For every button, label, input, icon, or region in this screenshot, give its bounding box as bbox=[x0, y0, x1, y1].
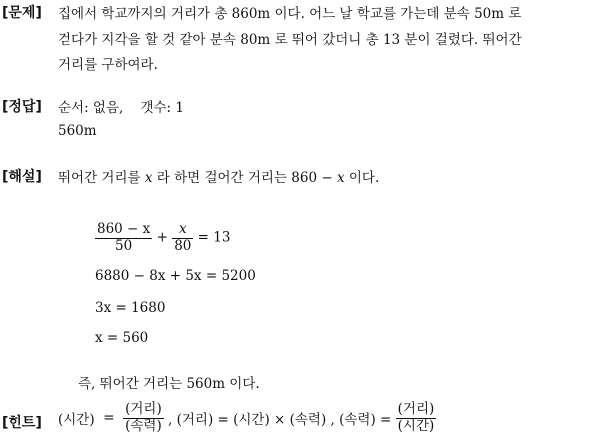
hint-fraction-speed-denominator: (시간) bbox=[397, 417, 435, 434]
fraction-2 bbox=[172, 222, 193, 254]
hint-middle: , (거리) = (시간) × (속력) , (속력) = bbox=[163, 412, 396, 429]
hint-time: (시간) bbox=[58, 412, 95, 429]
fraction-1-denominator: 50 bbox=[115, 237, 133, 254]
answer-line-1: 순서: 없음, 갯수: 1 bbox=[58, 100, 184, 116]
solution-intro-a: 뛰어간 거리를 bbox=[58, 170, 145, 186]
hint-label: [힌트] bbox=[2, 415, 42, 431]
fraction-2-numerator: x bbox=[172, 222, 193, 239]
hint-formula bbox=[58, 402, 436, 434]
problem-line-3: 거리를 구하여라. bbox=[58, 57, 158, 73]
hint-fraction-speed bbox=[396, 402, 437, 434]
plus-sign: + bbox=[152, 229, 173, 246]
variable-x: x bbox=[336, 170, 345, 186]
fraction-2-denominator: 80 bbox=[174, 237, 192, 254]
equation-4: x = 560 bbox=[95, 330, 149, 346]
solution-intro-b: 라 하면 걸어간 거리는 860 − bbox=[152, 170, 337, 186]
hint-fraction-time-numerator: (거리) bbox=[125, 401, 162, 417]
hint-equals: = bbox=[94, 410, 124, 427]
answer-label: [정답] bbox=[2, 99, 42, 115]
equation-1-rhs: = 13 bbox=[193, 229, 231, 246]
variable-x: x bbox=[144, 170, 153, 186]
hint-fraction-time-denominator: (속력) bbox=[125, 417, 162, 434]
answer-line-2: 560m bbox=[58, 123, 97, 139]
fraction-1 bbox=[95, 222, 152, 254]
solution-intro-c: 이다. bbox=[344, 170, 380, 186]
problem-line-1: 집에서 학교까지의 거리가 총 860m 이다. 어느 날 학교를 가는데 분속 50m 로 bbox=[58, 6, 522, 22]
equation-3: 3x = 1680 bbox=[95, 300, 166, 316]
equation-1 bbox=[95, 222, 230, 254]
problem-label: [문제] bbox=[2, 5, 42, 21]
problem-line-2: 걷다가 지각을 할 것 같아 분속 80m 로 뛰어 갔더니 총 13 분이 걸렸다. 뛰어간 bbox=[58, 32, 522, 48]
solution-conclusion: 즉, 뛰어간 거리는 560m 이다. bbox=[78, 376, 260, 392]
hint-fraction-speed-numerator: (거리) bbox=[397, 401, 435, 417]
equation-2: 6880 − 8x + 5x = 5200 bbox=[95, 268, 256, 284]
solution-intro bbox=[58, 166, 379, 186]
fraction-1-numerator: 860 − x bbox=[97, 221, 151, 237]
hint-fraction-time bbox=[123, 402, 164, 434]
solution-label: [해설] bbox=[2, 169, 42, 185]
